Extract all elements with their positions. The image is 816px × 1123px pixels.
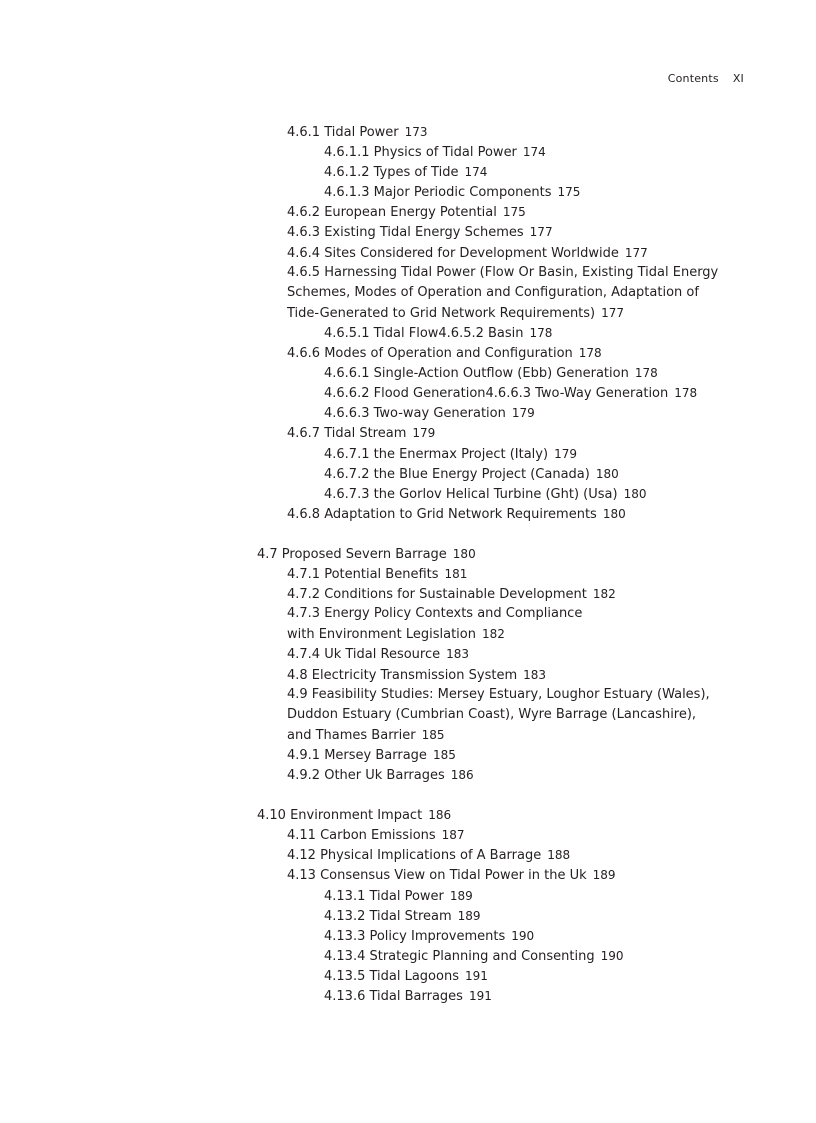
toc-entry-page: 189 <box>449 888 473 903</box>
toc-entry-page: 178 <box>674 386 698 401</box>
toc-entry-title: 4.6.1.3 Major Periodic Components <box>324 185 552 201</box>
toc-entry-page: 186 <box>450 768 474 782</box>
toc-entry-title: 4.8 Electricity Transmission System <box>287 667 518 683</box>
toc-entry-page: 179 <box>511 406 535 421</box>
toc-entry-title: 4.7 Proposed Severn Barrage <box>257 546 447 562</box>
toc-entry-title: 4.13.1 Tidal Power <box>324 888 444 904</box>
toc-entry-title: 4.6.6 Modes of Operation and Configuration <box>287 346 573 362</box>
toc-entry-page: 182 <box>481 627 505 642</box>
running-header <box>0 72 744 85</box>
toc-entry-title: 4.13.2 Tidal Stream <box>324 908 452 924</box>
toc-entry-title: Duddon Estuary (Cumbrian Coast), Wyre Barrage (Lancashire), <box>287 706 697 722</box>
toc-entry[interactable] <box>0 162 816 182</box>
toc-entry[interactable] <box>0 685 816 705</box>
toc-entry[interactable] <box>0 604 816 624</box>
toc-entry-title: 4.6.5.1 Tidal Flow4.6.5.2 Basin <box>324 325 524 341</box>
toc-entry-title: 4.6.3 Existing Tidal Energy Schemes <box>287 225 524 241</box>
toc-entry-title: Tide-Generated to Grid Network Requirements) <box>287 305 596 321</box>
toc-entry-title: with Environment Legislation <box>287 627 476 643</box>
toc-entry[interactable] <box>0 966 816 986</box>
toc-entry[interactable] <box>0 403 816 423</box>
toc-entry[interactable] <box>0 644 816 664</box>
toc-entry-page: 180 <box>452 546 476 561</box>
toc-entry-page: 183 <box>523 667 547 682</box>
toc-entry[interactable] <box>0 705 816 725</box>
toc-entry-title: 4.6.1.2 Types of Tide <box>324 165 459 181</box>
toc-entry[interactable] <box>0 484 816 504</box>
toc-entry-page: 180 <box>595 466 619 481</box>
toc-entry-title: 4.7.3 Energy Policy Contexts and Compliance <box>287 606 583 622</box>
toc-entry-page: 173 <box>404 125 428 139</box>
toc-entry-title: Schemes, Modes of Operation and Configuration, Adaptation of <box>287 284 699 300</box>
toc-entry[interactable] <box>0 283 816 303</box>
toc-entry-page: 175 <box>557 185 581 200</box>
toc-entry-title: 4.7.2 Conditions for Sustainable Development <box>287 587 587 603</box>
toc-entry-title: 4.10 Environment Impact <box>257 808 423 824</box>
toc-entry-title: 4.7.1 Potential Benefits <box>287 567 439 583</box>
toc-spacer <box>0 524 816 544</box>
toc-entry-page: 188 <box>547 848 571 863</box>
toc-entry[interactable] <box>0 946 816 966</box>
toc-entry[interactable] <box>0 986 816 1006</box>
toc-entry-page: 181 <box>444 567 468 582</box>
toc-entry-page: 182 <box>592 587 616 602</box>
toc-entry-title: 4.9.2 Other Uk Barrages <box>287 768 445 783</box>
toc-entry[interactable] <box>0 263 816 283</box>
toc-entry[interactable] <box>0 343 816 363</box>
toc-entry-page: 186 <box>428 808 452 823</box>
toc-entry[interactable] <box>0 243 816 263</box>
toc-entry-title: 4.6.7.2 the Blue Energy Project (Canada) <box>324 466 590 482</box>
toc-entry[interactable] <box>0 504 816 524</box>
toc-entry[interactable] <box>0 745 816 765</box>
toc-entry[interactable] <box>0 142 816 162</box>
toc-entry-page: 180 <box>602 506 626 521</box>
toc-entry-title: 4.6.1.1 Physics of Tidal Power <box>324 145 517 161</box>
toc-entry[interactable] <box>0 222 816 242</box>
toc-entry-title: 4.13.6 Tidal Barrages <box>324 989 463 1005</box>
toc-entry-title: 4.6.1 Tidal Power <box>287 125 399 140</box>
toc-entry-page: 179 <box>412 426 436 441</box>
toc-entry-title: 4.6.4 Sites Considered for Development Worldwide <box>287 245 619 261</box>
toc-entry-title: 4.6.7.1 the Enermax Project (Italy) <box>324 446 549 462</box>
page-number: XI <box>732 72 744 85</box>
toc-entry-title: 4.6.7.3 the Gorlov Helical Turbine (Ght) (Usa) <box>324 486 618 502</box>
toc-entry-page: 178 <box>634 366 658 381</box>
toc-entry-page: 185 <box>421 727 445 742</box>
toc-entry-title: 4.6.5 Harnessing Tidal Power (Flow Or Basin, Existing Tidal Energy <box>287 264 719 280</box>
toc-entry-title: 4.12 Physical Implications of A Barrage <box>287 848 542 864</box>
toc-entry-page: 190 <box>600 948 624 963</box>
toc-entry-page: 177 <box>624 245 648 260</box>
toc-entry-title: 4.6.6.2 Flood Generation4.6.6.3 Two-Way Generation <box>324 386 669 402</box>
toc-entry-title: 4.9.1 Mersey Barrage <box>287 747 427 763</box>
toc-entry[interactable] <box>0 725 816 745</box>
toc-entry-page: 180 <box>623 486 647 501</box>
toc-entry-page: 178 <box>578 346 602 361</box>
toc-entry[interactable] <box>0 624 816 644</box>
toc-entry[interactable] <box>0 323 816 343</box>
toc-entry[interactable] <box>0 845 816 865</box>
toc-entry[interactable] <box>0 765 816 785</box>
toc-entry[interactable] <box>0 564 816 584</box>
toc-entry-title: 4.6.6.3 Two-way Generation <box>324 406 506 422</box>
toc-entry-title: 4.6.8 Adaptation to Grid Network Requirements <box>287 506 597 522</box>
toc-entry[interactable] <box>0 444 816 464</box>
toc-entry[interactable] <box>0 303 816 323</box>
toc-entry-title: and Thames Barrier <box>287 727 416 743</box>
toc-entry-page: 185 <box>432 747 456 762</box>
toc-entry[interactable] <box>0 584 816 604</box>
toc-entry-page: 174 <box>464 165 488 180</box>
toc-entry[interactable] <box>0 423 816 443</box>
toc-entry[interactable] <box>0 122 816 142</box>
toc-spacer <box>0 785 816 805</box>
toc-entry-title: 4.13.5 Tidal Lagoons <box>324 968 459 984</box>
toc-entry[interactable] <box>0 865 816 885</box>
toc-entry-title: 4.13.3 Policy Improvements <box>324 928 506 944</box>
toc-entry[interactable] <box>0 665 816 685</box>
toc-entry-page: 183 <box>446 647 470 662</box>
toc-entry[interactable] <box>0 383 816 403</box>
toc-entry-page: 178 <box>529 325 553 340</box>
toc-entry-page: 177 <box>529 225 553 240</box>
toc-entry-page: 191 <box>468 989 492 1004</box>
table-of-contents <box>0 122 816 1006</box>
toc-entry-title: 4.6.6.1 Single-Action Outflow (Ebb) Generation <box>324 366 629 382</box>
toc-entry[interactable] <box>0 464 816 484</box>
toc-entry-page: 187 <box>441 828 465 843</box>
toc-entry-title: 4.9 Feasibility Studies: Mersey Estuary, Loughor Estuary (Wales), <box>287 686 710 702</box>
toc-entry-title: 4.6.2 European Energy Potential <box>287 205 497 221</box>
toc-entry-page: 174 <box>522 145 546 160</box>
toc-entry-title: 4.13 Consensus View on Tidal Power in the Uk <box>287 868 587 884</box>
toc-entry-page: 191 <box>464 968 488 983</box>
toc-entry[interactable] <box>0 906 816 926</box>
toc-entry[interactable] <box>0 544 816 564</box>
toc-entry[interactable] <box>0 825 816 845</box>
toc-entry-page: 189 <box>592 868 616 883</box>
toc-entry[interactable] <box>0 182 816 202</box>
toc-entry-title: 4.13.4 Strategic Planning and Consenting <box>324 948 595 964</box>
toc-entry-page: 177 <box>601 305 625 320</box>
toc-entry-title: 4.11 Carbon Emissions <box>287 828 436 844</box>
toc-entry[interactable] <box>0 202 816 222</box>
running-header-section: Contents <box>667 72 719 85</box>
toc-entry[interactable] <box>0 805 816 825</box>
toc-entry-page: 190 <box>511 928 535 943</box>
toc-entry[interactable] <box>0 363 816 383</box>
toc-entry[interactable] <box>0 886 816 906</box>
toc-entry-page: 189 <box>457 908 481 923</box>
toc-entry-title: 4.7.4 Uk Tidal Resource <box>287 647 441 663</box>
toc-entry-title: 4.6.7 Tidal Stream <box>287 426 407 442</box>
toc-entry-page: 175 <box>502 205 526 220</box>
toc-entry-page: 179 <box>554 446 577 461</box>
toc-entry[interactable] <box>0 926 816 946</box>
